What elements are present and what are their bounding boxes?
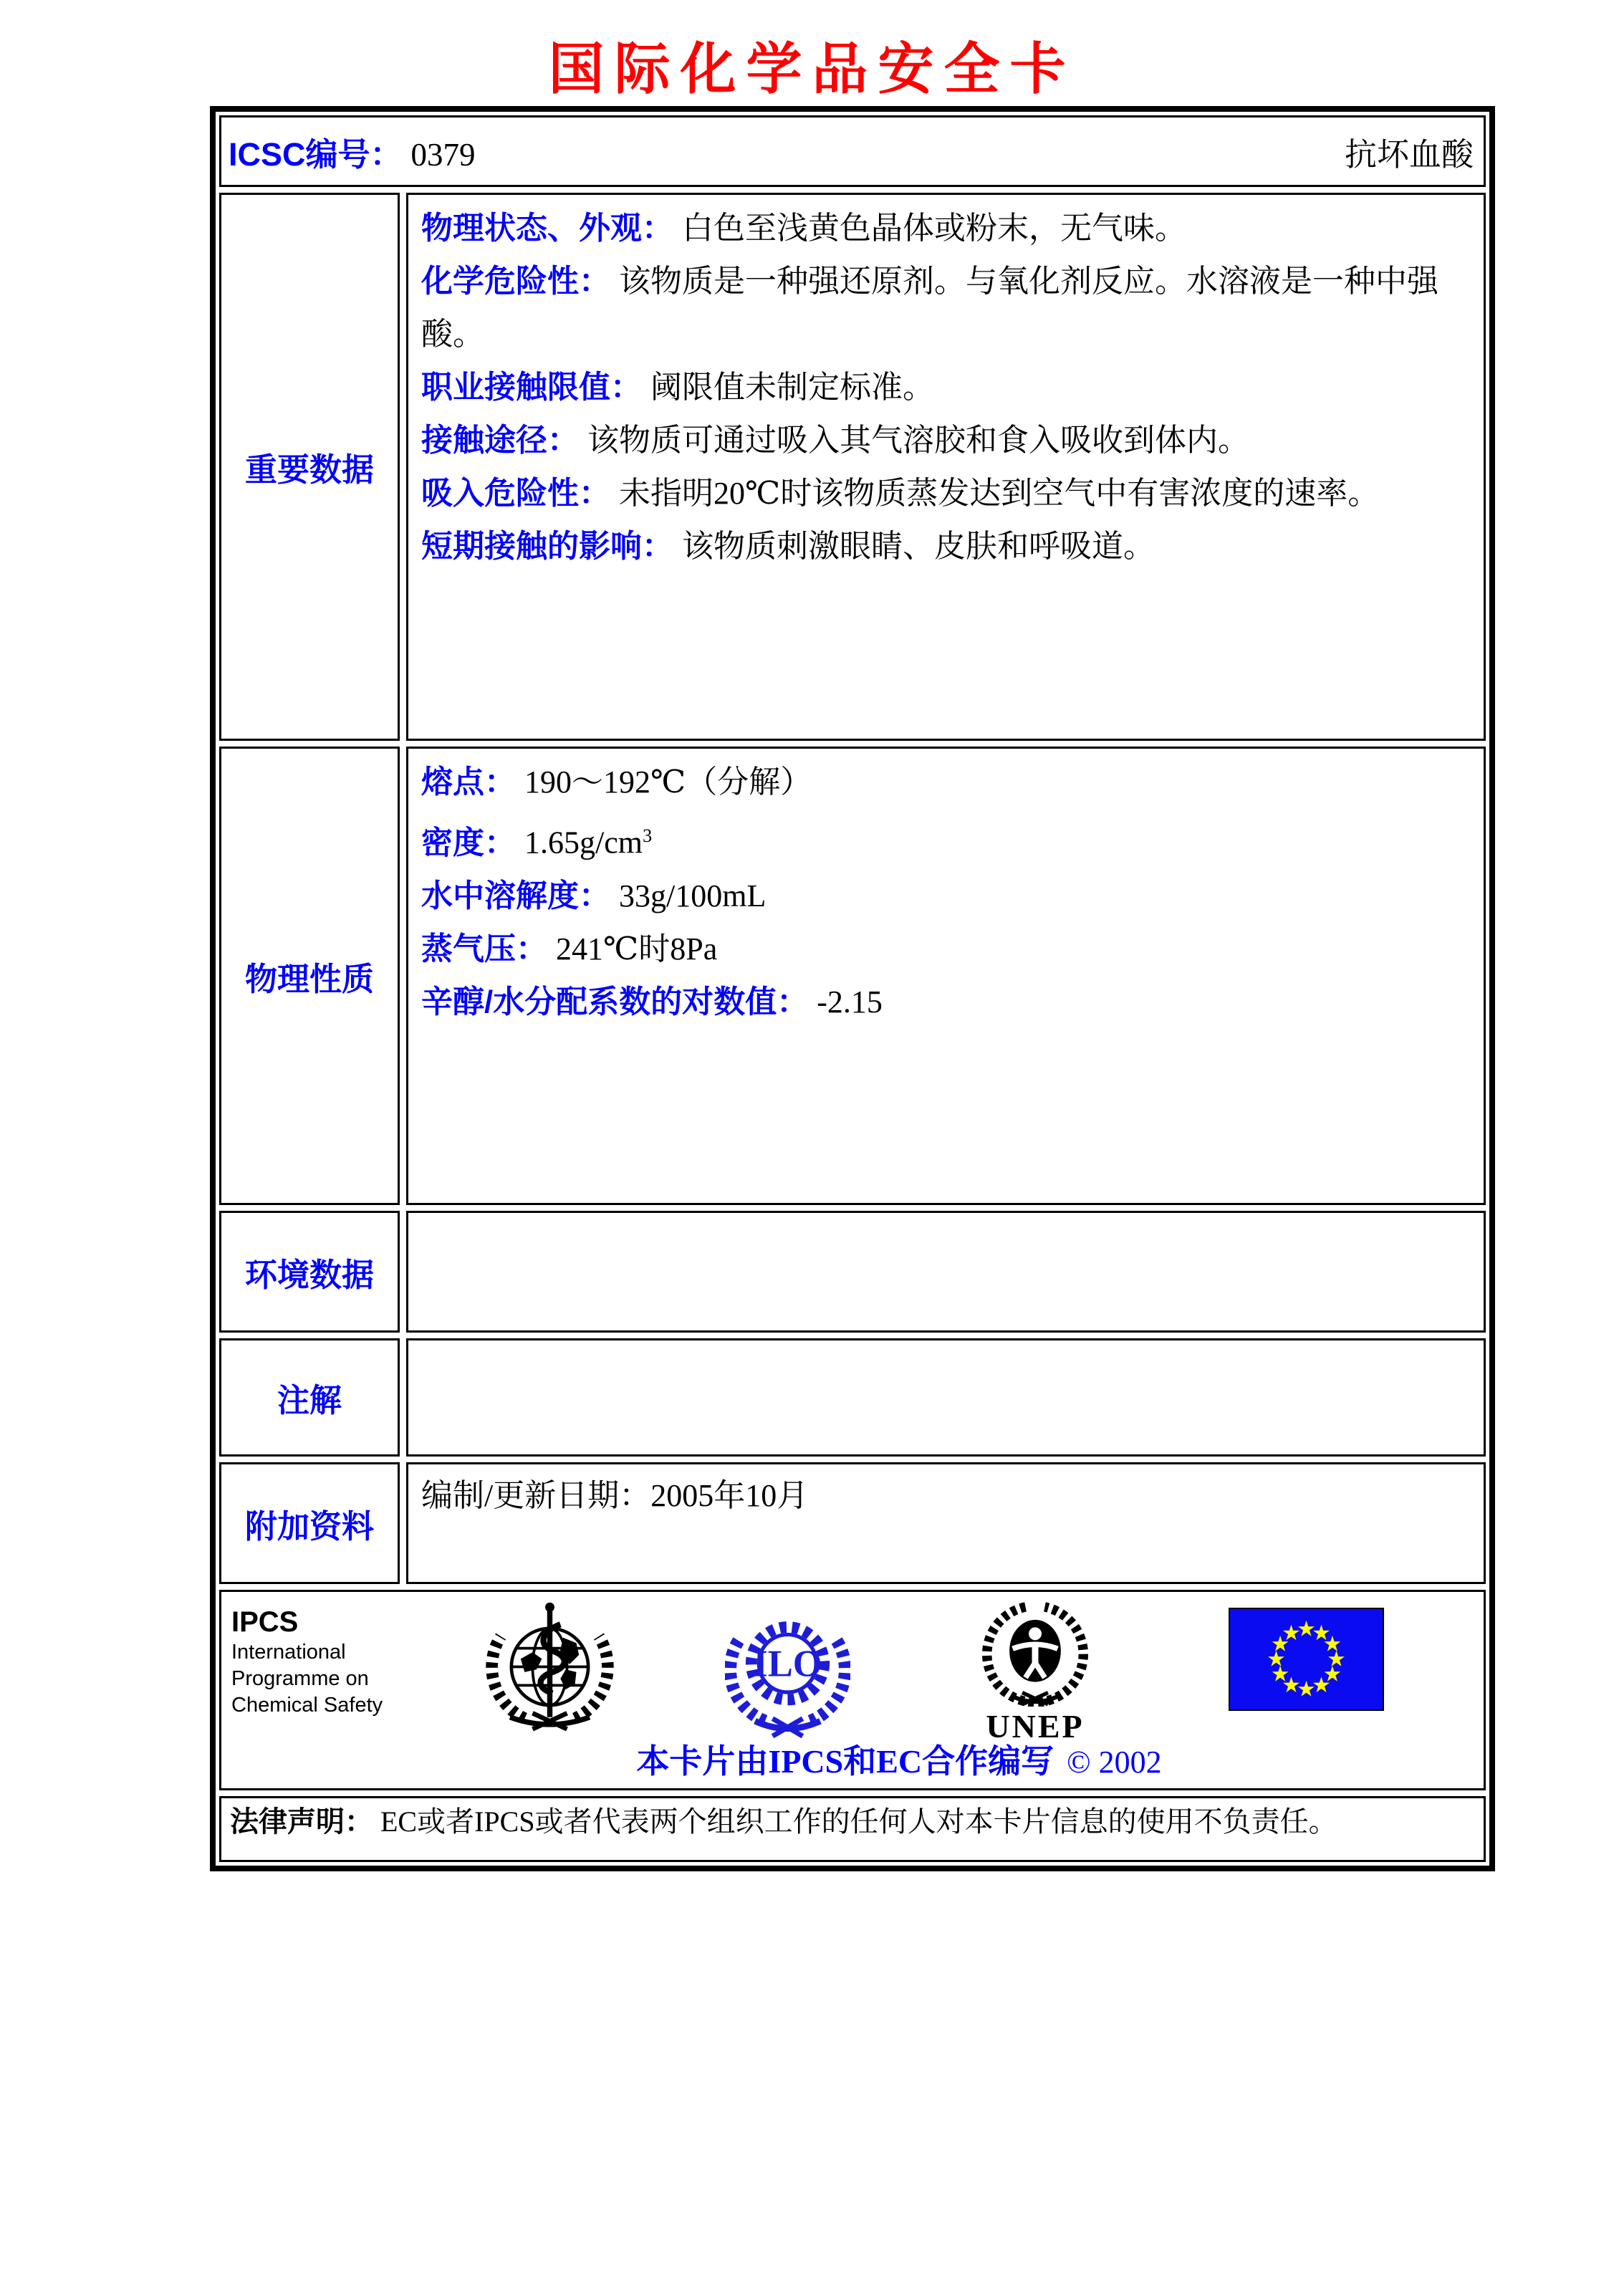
field-vapor-pressure: 蒸气压： 241℃时8Pa bbox=[421, 931, 718, 966]
ipcs-line3: Chemical Safety bbox=[231, 1694, 383, 1717]
field-density: 密度： $1.65g/cm^3$ bbox=[421, 825, 653, 860]
section-label-notes: 注解 bbox=[219, 1338, 400, 1457]
field-exposure-routes: 接触途径： 该物质可通过吸入其气溶胶和食入吸收到体内。 bbox=[421, 423, 1249, 458]
field-occupational-limit: 职业接触限值： 阈限值未制定标准。 bbox=[421, 370, 934, 405]
logos-line bbox=[221, 1592, 1484, 1747]
unep-logo-text: UNEP bbox=[986, 1708, 1085, 1745]
section-environmental-data bbox=[219, 1211, 1486, 1333]
section-content-additional-info bbox=[406, 1462, 1486, 1584]
icsc-card bbox=[210, 106, 1495, 1871]
section-physical-properties bbox=[219, 747, 1486, 1205]
legal-row bbox=[219, 1796, 1486, 1862]
field-melting-point: 熔点： 190～192℃（分解） bbox=[421, 764, 812, 800]
field-octanol-water-partition: 辛醇/水分配系数的对数值： -2.15 bbox=[421, 984, 883, 1019]
density-superscript: 3 bbox=[642, 825, 653, 846]
logos-row bbox=[219, 1590, 1486, 1790]
ipcs-block bbox=[231, 1601, 418, 1719]
credit-line bbox=[268, 1735, 1530, 1783]
unep-block bbox=[964, 1601, 1107, 1743]
copyright-text: © 2002 bbox=[1067, 1745, 1162, 1780]
legal-label: 法律声明： bbox=[230, 1806, 373, 1838]
section-label-environmental-data: 环境数据 bbox=[219, 1211, 400, 1333]
field-chemical-danger: 化学危险性： 该物质是一种强还原剂。与氧化剂反应。水溶液是一种中强酸。 bbox=[421, 264, 1438, 352]
ilo-logo-icon bbox=[725, 1601, 850, 1747]
section-label-physical-properties: 物理性质 bbox=[219, 747, 400, 1205]
header-row bbox=[219, 115, 1486, 187]
section-notes bbox=[219, 1338, 1486, 1457]
section-content-important-data bbox=[406, 193, 1486, 741]
svg-text:ILO: ILO bbox=[753, 1643, 822, 1685]
section-content-notes bbox=[406, 1338, 1486, 1457]
who-emblem-icon bbox=[484, 1601, 616, 1737]
credit-text: 本卡片由IPCS和EC合作编写 bbox=[636, 1743, 1054, 1780]
chemical-name: 抗坏血酸 bbox=[1344, 136, 1474, 173]
ipcs-acronym: IPCS bbox=[231, 1606, 299, 1638]
field-update-date: 编制/更新日期：2005年10月 bbox=[421, 1478, 809, 1513]
ipcs-line1: International bbox=[231, 1641, 346, 1664]
logos-cell bbox=[219, 1590, 1486, 1790]
section-additional-info bbox=[219, 1462, 1486, 1584]
ipcs-line2: Programme on bbox=[231, 1667, 369, 1690]
section-label-important-data: 重要数据 bbox=[219, 193, 400, 741]
section-label-additional-info: 附加资料 bbox=[219, 1462, 400, 1584]
section-important-data bbox=[219, 193, 1486, 741]
field-water-solubility: 水中溶解度： 33g/100mL bbox=[421, 878, 767, 913]
page-title: 国际化学品安全卡 bbox=[548, 37, 1076, 102]
field-inhalation-risk: 吸入危险性： 未指明20℃时该物质蒸发达到空气中有害浓度的速率。 bbox=[421, 476, 1380, 511]
section-content-physical-properties bbox=[406, 747, 1486, 1205]
legal-text: EC或者IPCS或者代表两个组织工作的任何人对本卡片信息的使用不负责任。 bbox=[380, 1805, 1337, 1838]
icsc-number-value: 0379 bbox=[410, 136, 476, 173]
icsc-number-label: ICSC编号： bbox=[229, 135, 403, 173]
field-short-term-effects: 短期接触的影响： 该物质刺激眼睛、皮肤和呼吸道。 bbox=[421, 529, 1155, 564]
legal-cell bbox=[219, 1796, 1486, 1862]
section-content-environmental-data bbox=[406, 1211, 1486, 1333]
eu-flag-icon bbox=[1229, 1608, 1384, 1714]
icsc-number-group bbox=[229, 128, 476, 175]
header-cell bbox=[219, 115, 1486, 187]
field-physical-state: 物理状态、外观： 白色至浅黄色晶体或粉末，无气味。 bbox=[421, 211, 1186, 246]
